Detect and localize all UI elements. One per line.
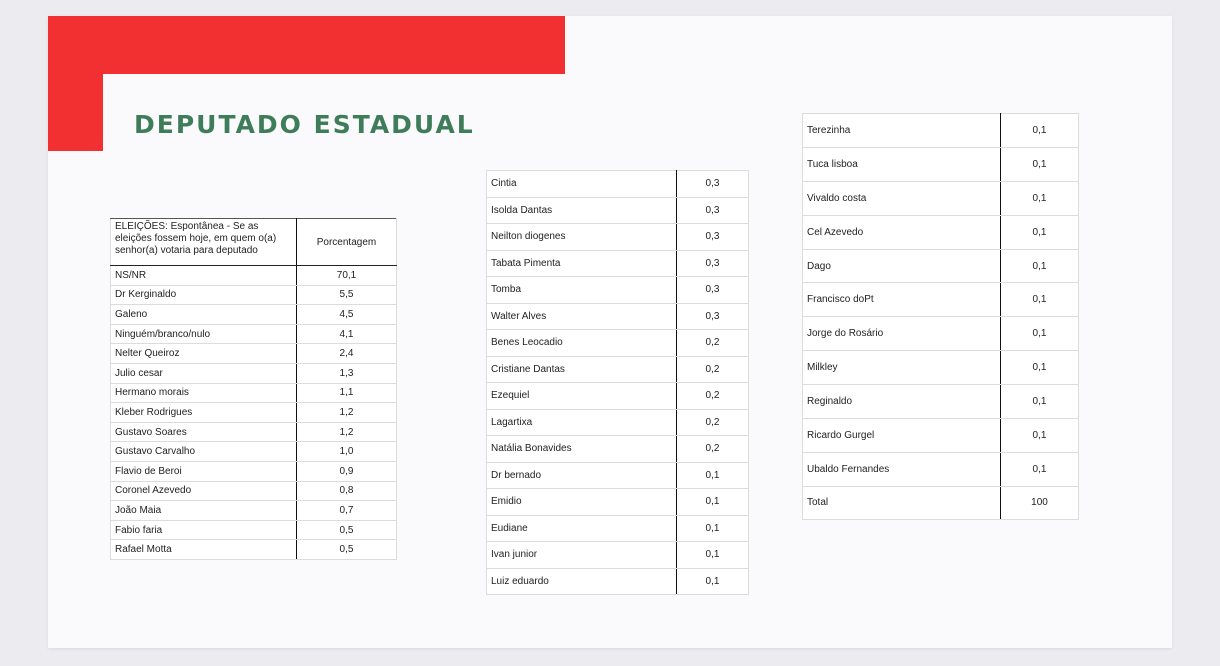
candidate-name: Dr Kerginaldo: [111, 285, 297, 305]
candidate-percentage: 0,1: [1001, 181, 1079, 215]
candidate-percentage: 4,1: [297, 324, 397, 344]
candidate-percentage: 0,2: [677, 436, 749, 463]
table-header-row: [111, 219, 397, 266]
table-row: [487, 277, 749, 304]
candidate-name: Tabata Pimenta: [487, 250, 677, 277]
candidate-name: Nelter Queiroz: [111, 344, 297, 364]
candidate-name: Milkley: [803, 351, 1001, 385]
table-row: [487, 542, 749, 569]
candidate-name: Gustavo Carvalho: [111, 442, 297, 462]
table-row: [803, 181, 1079, 215]
candidate-name: Tomba: [487, 277, 677, 304]
candidate-percentage: 1,2: [297, 403, 397, 423]
table-row: [111, 520, 397, 540]
candidate-percentage: 0,1: [677, 489, 749, 516]
candidate-name: Ezequiel: [487, 383, 677, 410]
candidate-name: Luiz eduardo: [487, 568, 677, 595]
candidate-name: Galeno: [111, 305, 297, 325]
candidate-name: NS/NR: [111, 266, 297, 286]
candidate-percentage: 70,1: [297, 266, 397, 286]
total-label: Total: [803, 486, 1001, 519]
candidate-name: Coronel Azevedo: [111, 481, 297, 501]
candidate-percentage: 0,2: [677, 356, 749, 383]
candidate-percentage: 5,5: [297, 285, 397, 305]
table-row: [487, 383, 749, 410]
slide: [48, 16, 1172, 648]
candidate-percentage: 0,5: [297, 540, 397, 560]
table-row: [111, 305, 397, 325]
candidate-name: Dr bernado: [487, 462, 677, 489]
candidate-percentage: 2,4: [297, 344, 397, 364]
table-row: [487, 303, 749, 330]
candidate-name: Cintia: [487, 171, 677, 198]
candidate-name: Fabio faria: [111, 520, 297, 540]
table-row: [111, 501, 397, 521]
table-row: [111, 266, 397, 286]
candidate-percentage: 1,2: [297, 422, 397, 442]
candidate-percentage: 0,3: [677, 250, 749, 277]
candidate-name: Kleber Rodrigues: [111, 403, 297, 423]
candidate-name: Ninguém/branco/nulo: [111, 324, 297, 344]
candidate-percentage: 1,0: [297, 442, 397, 462]
candidate-name: João Maia: [111, 501, 297, 521]
candidate-name: Ricardo Gurgel: [803, 419, 1001, 453]
table-row: [111, 461, 397, 481]
candidate-percentage: 0,1: [677, 515, 749, 542]
candidate-name: Flavio de Beroi: [111, 461, 297, 481]
table-row: [487, 224, 749, 251]
candidate-name: Hermano morais: [111, 383, 297, 403]
candidate-percentage: 0,1: [677, 462, 749, 489]
table-row: [111, 540, 397, 560]
candidate-name: Ubaldo Fernandes: [803, 452, 1001, 486]
candidate-percentage: 0,3: [677, 224, 749, 251]
candidate-name: Neilton diogenes: [487, 224, 677, 251]
table-row: [803, 385, 1079, 419]
candidate-percentage: 0,1: [1001, 317, 1079, 351]
table-row: [487, 568, 749, 595]
candidate-name: Julio cesar: [111, 363, 297, 383]
candidate-percentage: 0,2: [677, 383, 749, 410]
candidate-name: Dago: [803, 249, 1001, 283]
table-row: [803, 147, 1079, 181]
candidate-name: Jorge do Rosário: [803, 317, 1001, 351]
results-table-1: [110, 218, 397, 560]
candidate-percentage: 0,1: [1001, 351, 1079, 385]
total-value: 100: [1001, 486, 1079, 519]
table-body: [487, 171, 749, 595]
candidate-percentage: 0,8: [297, 481, 397, 501]
candidate-percentage: 0,5: [297, 520, 397, 540]
table-row: [803, 317, 1079, 351]
candidate-percentage: 0,3: [677, 171, 749, 198]
candidate-name: Gustavo Soares: [111, 422, 297, 442]
candidate-name: Terezinha: [803, 114, 1001, 148]
candidate-name: Benes Leocadio: [487, 330, 677, 357]
candidate-percentage: 0,3: [677, 197, 749, 224]
table-row: [487, 171, 749, 198]
candidate-percentage: 1,1: [297, 383, 397, 403]
table-row: [803, 114, 1079, 148]
table-body: [803, 114, 1079, 487]
candidate-percentage: 0,7: [297, 501, 397, 521]
table-row: [803, 351, 1079, 385]
table-row: [111, 383, 397, 403]
table-body: [111, 266, 397, 560]
candidate-percentage: 1,3: [297, 363, 397, 383]
candidate-name: Eudiane: [487, 515, 677, 542]
candidate-name: Reginaldo: [803, 385, 1001, 419]
candidate-name: Vivaldo costa: [803, 181, 1001, 215]
table-row: [111, 324, 397, 344]
candidate-percentage: 4,5: [297, 305, 397, 325]
candidate-percentage: 0,1: [1001, 147, 1079, 181]
red-accent-block: [48, 74, 103, 151]
table-row: [487, 330, 749, 357]
candidate-percentage: 0,1: [1001, 215, 1079, 249]
candidate-percentage: 0,1: [677, 568, 749, 595]
candidate-percentage: 0,1: [677, 542, 749, 569]
candidate-percentage: 0,1: [1001, 114, 1079, 148]
candidate-percentage: 0,2: [677, 409, 749, 436]
table-row: [803, 283, 1079, 317]
candidate-percentage: 0,3: [677, 277, 749, 304]
results-table-3: [802, 113, 1079, 520]
table-row: [111, 403, 397, 423]
percentage-header: Porcentagem: [297, 219, 397, 266]
red-accent-bar: [48, 16, 565, 74]
results-table-2: [486, 170, 749, 595]
table-row: [487, 489, 749, 516]
candidate-percentage: 0,1: [1001, 419, 1079, 453]
table-row: [111, 422, 397, 442]
candidate-name: Tuca lisboa: [803, 147, 1001, 181]
table-row: [803, 249, 1079, 283]
table-row: [487, 356, 749, 383]
candidate-name: Isolda Dantas: [487, 197, 677, 224]
candidate-percentage: 0,3: [677, 303, 749, 330]
table-row: [111, 442, 397, 462]
table-row: [487, 250, 749, 277]
table-row: [487, 462, 749, 489]
candidate-name: Natália Bonavides: [487, 436, 677, 463]
candidate-percentage: 0,2: [677, 330, 749, 357]
table-row: [111, 481, 397, 501]
total-row: [803, 486, 1079, 519]
candidate-name: Cristiane Dantas: [487, 356, 677, 383]
question-header: ELEIÇÕES: Espontânea - Se as eleições fossem hoje, em quem o(a) senhor(a) votaria para deputado: [111, 219, 297, 266]
table-row: [111, 344, 397, 364]
table-row: [803, 215, 1079, 249]
table-row: [111, 285, 397, 305]
candidate-percentage: 0,1: [1001, 452, 1079, 486]
candidate-percentage: 0,9: [297, 461, 397, 481]
table-row: [803, 452, 1079, 486]
table-row: [803, 419, 1079, 453]
candidate-percentage: 0,1: [1001, 249, 1079, 283]
candidate-percentage: 0,1: [1001, 385, 1079, 419]
candidate-name: Walter Alves: [487, 303, 677, 330]
candidate-name: Ivan junior: [487, 542, 677, 569]
table-row: [487, 409, 749, 436]
table-row: [487, 197, 749, 224]
candidate-name: Francisco doPt: [803, 283, 1001, 317]
table-row: [487, 515, 749, 542]
candidate-name: Emidio: [487, 489, 677, 516]
table-row: [111, 363, 397, 383]
candidate-name: Rafael Motta: [111, 540, 297, 560]
candidate-name: Lagartixa: [487, 409, 677, 436]
candidate-name: Cel Azevedo: [803, 215, 1001, 249]
candidate-percentage: 0,1: [1001, 283, 1079, 317]
table-row: [487, 436, 749, 463]
page-title: DEPUTADO ESTADUAL: [134, 110, 475, 139]
